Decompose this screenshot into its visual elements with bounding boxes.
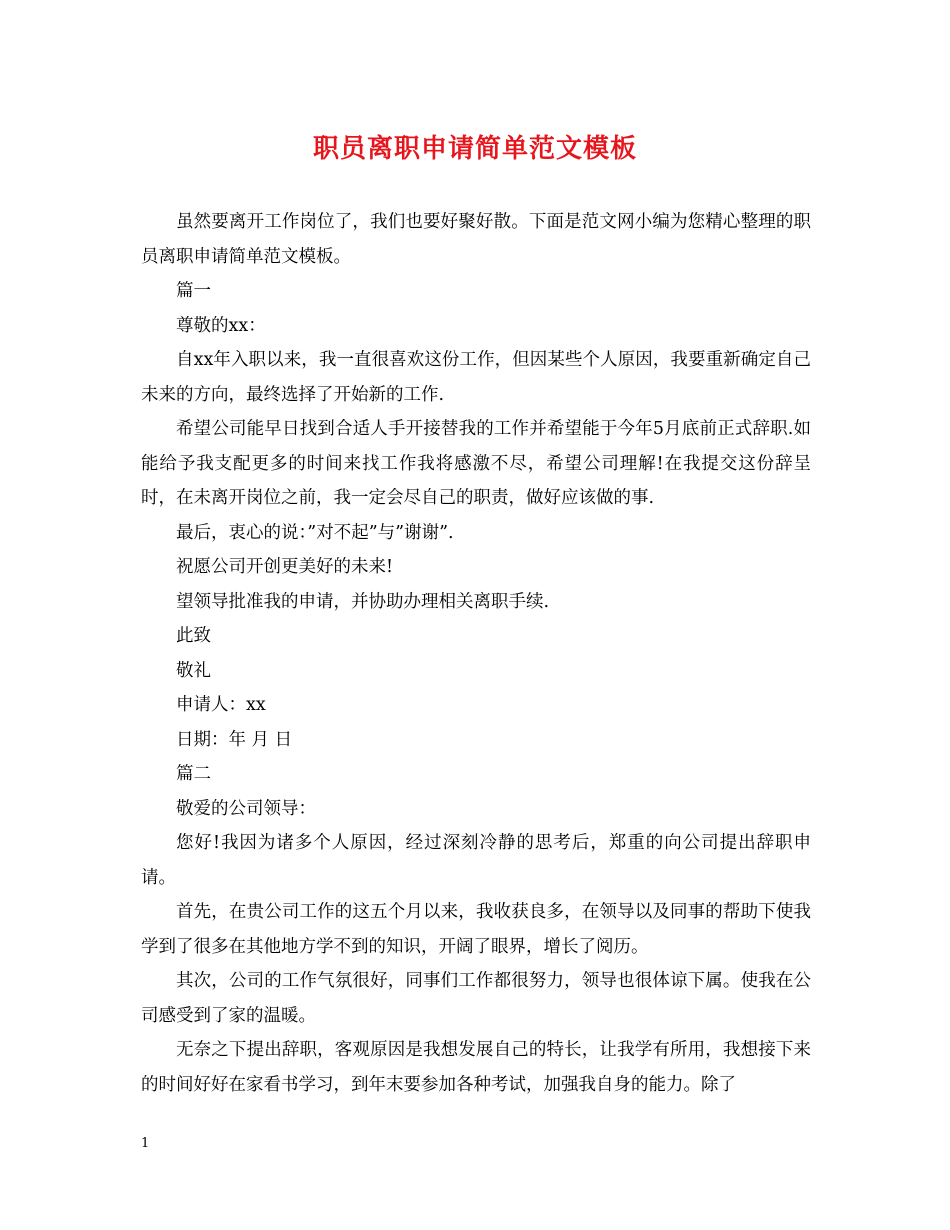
page-number: 1 xyxy=(141,1136,150,1151)
section-heading: 篇一 xyxy=(176,281,211,301)
date-line: 日期：年 月 日 xyxy=(176,729,293,750)
body-paragraph: 祝愿公司开创更美好的未来! xyxy=(176,557,394,577)
document-title: 职员离职申请简单范文模板 xyxy=(312,134,637,164)
body-paragraph: 自xx年入职以来，我一直很喜欢这份工作，但因某些个人原因，我要重新确定自己未来的方向，最终选择了开始新的工作. xyxy=(141,350,811,405)
body-paragraph: 其次，公司的工作气氛很好，同事们工作都很努力，领导也很体谅下属。使我在公司感受到了家的温暖。 xyxy=(141,971,811,1026)
body-paragraph: 您好!我因为诸多个人原因，经过深刻冷静的思考后，郑重的向公司提出辞职申请。 xyxy=(141,833,811,888)
section-heading: 篇二 xyxy=(176,764,211,784)
body-paragraph: 最后，衷心的说：”对不起”与”谢谢”. xyxy=(176,522,454,543)
intro-paragraph: 虽然要离开工作岗位了，我们也要好聚好散。下面是范文网小编为您精心整理的职员离职申请简单范文模板。 xyxy=(141,212,811,267)
body-paragraph: 希望公司能早日找到合适人手开接替我的工作并希望能于今年5月底前正式辞职.如能给予我支配更多的时间来找工作我将感激不尽，希望公司理解!在我提交这份辞呈时，在未离开岗位之前，我一定会尽自己的职责，做好应该做的事. xyxy=(141,419,811,508)
document-body xyxy=(141,205,811,1102)
closing-line: 敬礼 xyxy=(176,660,211,681)
salutation: 尊敬的xx： xyxy=(176,315,266,336)
body-paragraph: 无奈之下提出辞职，客观原因是我想发展自己的特长，让我学有所用，我想接下来的时间好好在家看书学习，到年末要参加各种考试，加强我自身的能力。除了 xyxy=(141,1040,811,1095)
body-paragraph: 望领导批准我的申请，并协助办理相关离职手续. xyxy=(176,591,550,612)
closing-line: 此致 xyxy=(176,626,211,646)
body-paragraph: 首先，在贵公司工作的这五个月以来，我收获良多，在领导以及同事的帮助下使我学到了很多在其他地方学不到的知识，开阔了眼界，增长了阅历。 xyxy=(141,902,811,957)
applicant-line: 申请人：xx xyxy=(176,695,266,715)
salutation: 敬爱的公司领导： xyxy=(176,798,316,819)
